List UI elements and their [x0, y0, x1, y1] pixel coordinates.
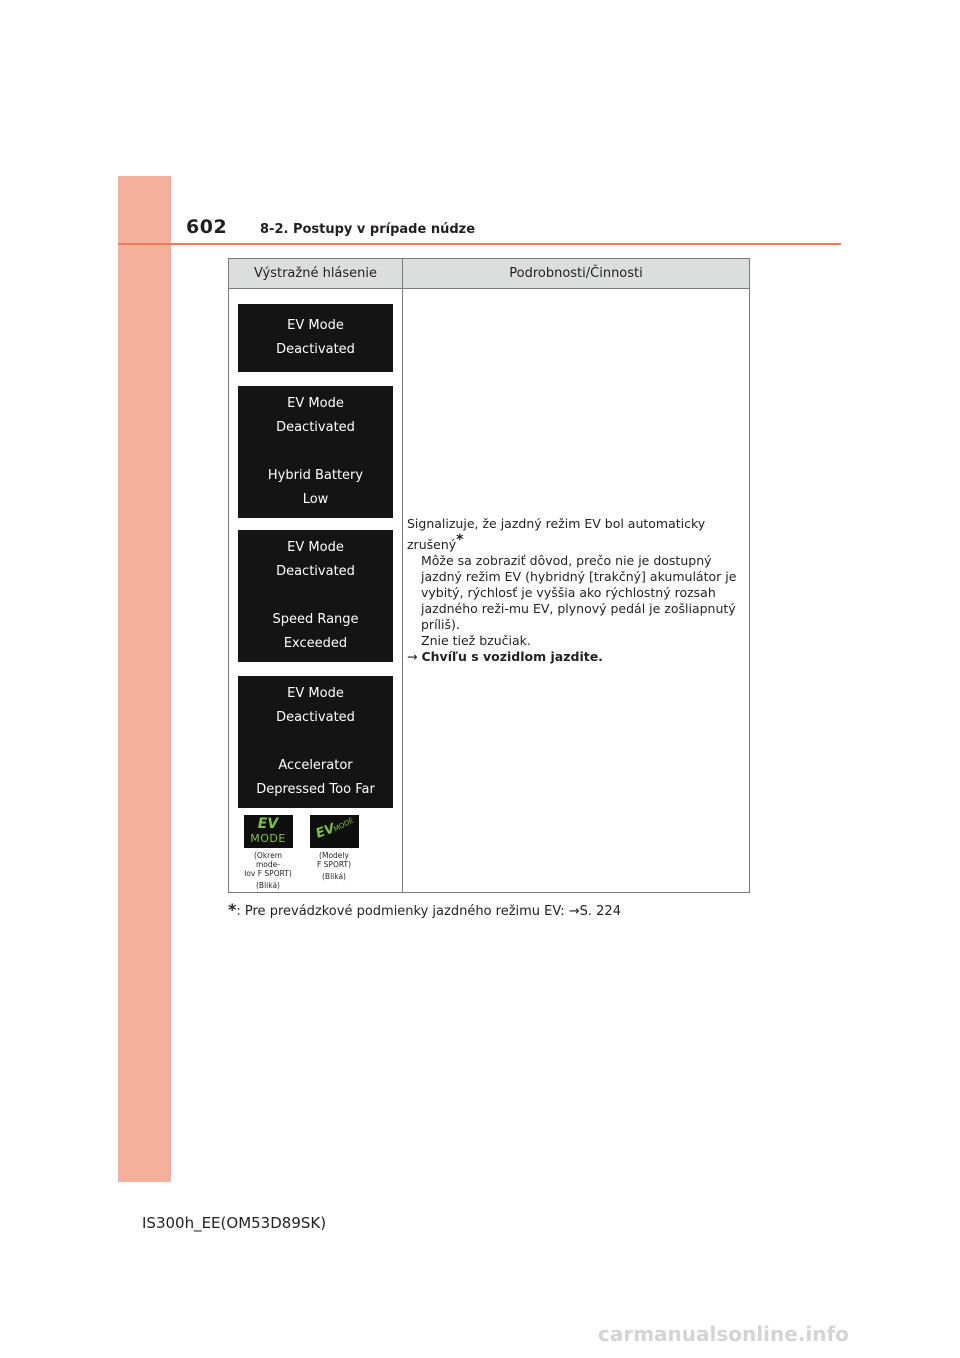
footnote: *: Pre prevádzkové podmienky jazdného režimu EV: →S. 224 — [228, 900, 621, 919]
screen-text-line: Low — [302, 492, 329, 507]
screen-text-line: EV Mode — [287, 396, 344, 411]
header-divider — [118, 243, 841, 245]
screen-text-line: Exceeded — [283, 636, 348, 651]
screen-text-line: Speed Range — [272, 612, 359, 627]
warning-message-table — [228, 258, 750, 893]
footnote-marker: * — [228, 900, 237, 919]
screen-text-line: EV Mode — [287, 318, 344, 333]
screen-text-line: EV Mode — [287, 540, 344, 555]
document-code: IS300h_EE(OM53D89SK) — [142, 1214, 327, 1232]
screen-text-line: Depressed Too Far — [256, 782, 375, 797]
screen-text-line: EV Mode — [287, 686, 344, 701]
ev-mode-indicators — [241, 815, 402, 890]
chapter-sidebar-tab — [118, 176, 171, 1182]
detail-description: Signalizuje, že jazdný režim EV bol automaticky zrušený* — [407, 515, 706, 553]
arrow-icon: → — [407, 649, 418, 665]
ev-indicator-standard — [241, 815, 295, 890]
indicator-caption: (Modely F SPORT) — [316, 851, 352, 869]
indicator-caption: (Okrem mode- lov F SPORT) — [244, 851, 292, 878]
detail-buzzer: Znie tiež bzučiak. — [421, 633, 531, 649]
indicator-state: (Bliká) — [256, 881, 280, 890]
screen-text-line: Deactivated — [276, 342, 355, 357]
ev-mode-indicator-icon: EV MODE — [244, 815, 293, 848]
screen-text-line: Accelerator — [278, 758, 353, 773]
display-screen-hybrid-battery-low — [238, 386, 393, 518]
warning-message-cell — [229, 289, 403, 893]
screen-text-line: Hybrid Battery — [267, 468, 364, 483]
column-header-warning-message: Výstražné hlásenie — [229, 259, 403, 289]
screen-text-line: Deactivated — [276, 710, 355, 725]
display-screen-accelerator-depressed — [238, 676, 393, 808]
ev-indicator-f-sport — [307, 815, 361, 890]
page-number: 602 — [186, 216, 228, 238]
detail-action: → Chvíľu s vozidlom jazdite. — [407, 649, 603, 665]
display-screen-speed-range-exceeded — [238, 530, 393, 662]
section-title: 8-2. Postupy v prípade núdze — [260, 222, 476, 237]
indicator-state: (Bliká) — [322, 872, 346, 881]
details-actions-cell — [403, 289, 750, 893]
detail-reason: Môže sa zobraziť dôvod, prečo nie je dostupný jazdný režim EV (hybridný [trakčný] akumulátor je vybitý, rýchlosť je vyššia ako rýchlostný rozsah jazdného reži-mu EV, plynový pedál je zošliapnutý príliš). — [421, 553, 737, 633]
display-screen-ev-mode-deactivated — [238, 304, 393, 372]
ev-mode-indicator-fsport-icon: EV MODE — [310, 815, 359, 848]
column-header-details-actions: Podrobnosti/Činnosti — [403, 259, 750, 289]
details-text — [403, 516, 749, 665]
screen-text-line: Deactivated — [276, 564, 355, 579]
watermark: carmanualsonline.info — [598, 1322, 849, 1346]
screen-text-line: Deactivated — [276, 420, 355, 435]
footnote-marker: * — [456, 531, 464, 548]
